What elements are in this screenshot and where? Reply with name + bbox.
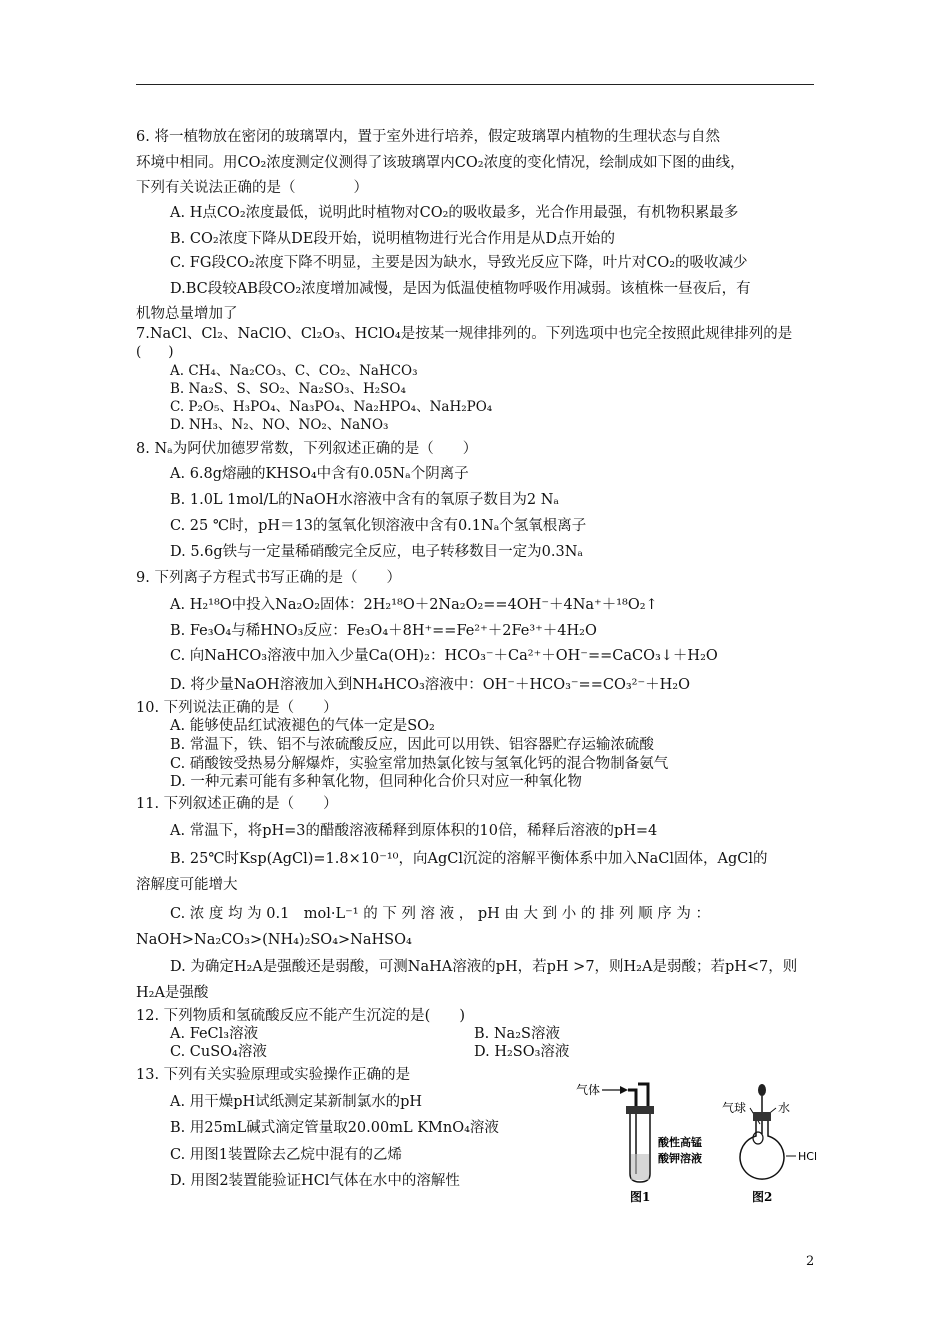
- q6-stem-line-2: 环境中相同。用CO₂浓度测定仪测得了该玻璃罩内CO₂浓度的变化情况，绘制成如下图的曲线，: [136, 155, 745, 171]
- q7-option-b: B. Na₂S、S、SO₂、Na₂SO₃、H₂SO₄: [170, 381, 406, 397]
- q7-option-a: A. CH₄、Na₂CO₃、C、CO₂、NaHCO₃: [170, 363, 418, 379]
- q6-stem-line-1: 6. 将一植物放在密闭的玻璃罩内，置于室外进行培养，假定玻璃罩内植物的生理状态与自然: [136, 129, 720, 145]
- q11-option-a: A. 常温下，将pH=3的醋酸溶液稀释到原体积的10倍，稀释后溶液的pH=4: [170, 823, 658, 839]
- q6-option-b: B. CO₂浓度下降从DE段开始，说明植物进行光合作用是从D点开始的: [170, 231, 616, 247]
- q6-option-c: C. FG段CO₂浓度下降不明显，主要是因为缺水，导致光反应下降，叶片对CO₂的吸收减少: [170, 255, 748, 271]
- fig2-water-label: 水: [778, 1101, 791, 1115]
- q13-stem: 13. 下列有关实验原理或实验操作正确的是: [136, 1067, 411, 1083]
- q12-option-a: A. FeCl₃溶液: [170, 1026, 259, 1042]
- q6-option-d-cont: 机物总量增加了: [136, 306, 238, 322]
- q8-option-a: A. 6.8g熔融的KHSO₄中含有0.05Nₐ个阴离子: [170, 466, 469, 482]
- q13-option-a: A. 用干燥pH试纸测定某新制氯水的pH: [170, 1094, 423, 1110]
- fig1-caption: 图1: [630, 1190, 651, 1204]
- fig2-stopper: [753, 1112, 771, 1121]
- figure-1-apparatus: [576, 1082, 702, 1204]
- q7-option-d: D. NH₃、N₂、NO、NO₂、NaNO₃: [170, 417, 389, 433]
- q6-stem-line-3: 下列有关说法正确的是（ ）: [136, 180, 368, 196]
- fig1-arrow-head: [620, 1086, 628, 1094]
- fig1-solution-label-2: 酸钾溶液: [658, 1152, 702, 1165]
- page-number: 2: [806, 1254, 815, 1269]
- q7-option-c: C. P₂O₅、H₃PO₄、Na₃PO₄、Na₂HPO₄、NaH₂PO₄: [170, 399, 493, 415]
- q13-option-d: D. 用图2装置能验证HCl气体在水中的溶解性: [170, 1173, 460, 1189]
- q10-stem: 10. 下列说法正确的是（ ）: [136, 700, 338, 716]
- fig2-balloon-label: 气球: [722, 1101, 747, 1115]
- q10-option-c: C. 硝酸铵受热易分解爆炸，实验室常加热氯化铵与氢氧化钙的混合物制备氨气: [170, 756, 669, 772]
- fig2-dropper-bulb: [758, 1084, 766, 1096]
- q11-option-b: B. 25℃时Ksp(AgCl)=1.8×10⁻¹⁰，向AgCl沉淀的溶解平衡体系中加入NaCl固体，AgCl的: [170, 851, 768, 867]
- q8-option-b: B. 1.0L 1mol/L的NaOH水溶液中含有的氧原子数目为2 Nₐ: [170, 492, 560, 508]
- q7-stem-line-2: ( ): [136, 344, 174, 360]
- q10-option-a: A. 能够使品红试液褪色的气体一定是SO₂: [170, 718, 435, 734]
- q12-stem: 12. 下列物质和氢硫酸反应不能产生沉淀的是( ): [136, 1008, 465, 1024]
- q11-option-c: C. 浓 度 均 为 0.1 mol·L⁻¹ 的 下 列 溶 液 ， pH 由 大 到 小 的 排 列 顺 序 为 ：: [170, 906, 711, 922]
- q6-option-a: A. H点CO₂浓度最低，说明此时植物对CO₂的吸收最多，光合作用最强，有机物积累最多: [170, 205, 739, 221]
- q12-option-b: B. Na₂S溶液: [474, 1026, 560, 1042]
- fig1-outlet-tube: [638, 1084, 648, 1106]
- q8-option-d: D. 5.6g铁与一定量稀硝酸完全反应，电子转移数目一定为0.3Nₐ: [170, 544, 584, 560]
- q8-option-c: C. 25 ℃时，pH＝13的氢氧化钡溶液中含有0.1Nₐ个氢氧根离子: [170, 518, 587, 534]
- q9-option-b: B. Fe₃O₄与稀HNO₃反应：Fe₃O₄＋8H⁺==Fe²⁺＋2Fe³⁺＋4H₂O: [170, 623, 597, 639]
- fig1-gas-label: 气体: [576, 1083, 601, 1097]
- q9-stem: 9. 下列离子方程式书写正确的是（ ）: [136, 570, 401, 586]
- figure-2-apparatus: [722, 1084, 817, 1204]
- q6-option-d: D.BC段较AB段CO₂浓度增加减慢，是因为低温使植物呼吸作用减弱。该植株一昼夜后，有: [170, 281, 751, 297]
- q9-option-c: C. 向NaHCO₃溶液中加入少量Ca(OH)₂：HCO₃⁻＋Ca²⁺＋OH⁻==CaCO₃↓＋H₂O: [170, 648, 718, 664]
- q12-option-c: C. CuSO₄溶液: [170, 1044, 267, 1060]
- q13-option-b: B. 用25mL碱式滴定管量取20.00mL KMnO₄溶液: [170, 1120, 499, 1136]
- q11-option-c-cont: NaOH>Na₂CO₃>(NH₄)₂SO₄>NaHSO₄: [136, 932, 412, 948]
- fig2-caption: 图2: [752, 1190, 773, 1204]
- q13-option-c: C. 用图1装置除去乙烷中混有的乙烯: [170, 1147, 403, 1163]
- q11-stem: 11. 下列叙述正确的是（ ）: [136, 796, 338, 812]
- q10-option-b: B. 常温下，铁、铝不与浓硫酸反应，因此可以用铁、铝容器贮存运输浓硫酸: [170, 737, 654, 753]
- fig2-balloon: [753, 1132, 763, 1144]
- q9-option-a: A. H₂¹⁸O中投入Na₂O₂固体：2H₂¹⁸O＋2Na₂O₂==4OH⁻＋4Na⁺＋¹⁸O₂↑: [170, 597, 658, 613]
- q11-option-b-cont: 溶解度可能增大: [136, 877, 238, 893]
- q7-stem-line-1: 7.NaCl、Cl₂、NaClO、Cl₂O₃、HClO₄是按某一规律排列的。下列选项中也完全按照此规律排列的是: [136, 326, 793, 342]
- fig1-solution: [631, 1154, 649, 1180]
- q11-option-d-cont: H₂A是强酸: [136, 985, 209, 1001]
- q11-option-d: D. 为确定H₂A是强酸还是弱酸，可测NaHA溶液的pH，若pH >7，则H₂A是弱酸；若pH<7，则: [170, 959, 798, 975]
- q9-option-d: D. 将少量NaOH溶液加入到NH₄HCO₃溶液中：OH⁻＋HCO₃⁻==CO₃²⁻＋H₂O: [170, 677, 690, 693]
- fig1-stopper: [626, 1106, 654, 1114]
- q10-option-d: D. 一种元素可能有多种氧化物，但同种化合价只对应一种氧化物: [170, 774, 582, 790]
- q8-stem: 8. Nₐ为阿伏加德罗常数，下列叙述正确的是（ ）: [136, 441, 478, 457]
- fig1-solution-label-1: 酸性高锰: [658, 1136, 702, 1149]
- header-rule: [136, 84, 814, 85]
- fig2-hcl-label: HCl: [798, 1150, 818, 1163]
- apparatus-figure: [572, 1076, 818, 1206]
- q12-option-d: D. H₂SO₃溶液: [474, 1044, 570, 1060]
